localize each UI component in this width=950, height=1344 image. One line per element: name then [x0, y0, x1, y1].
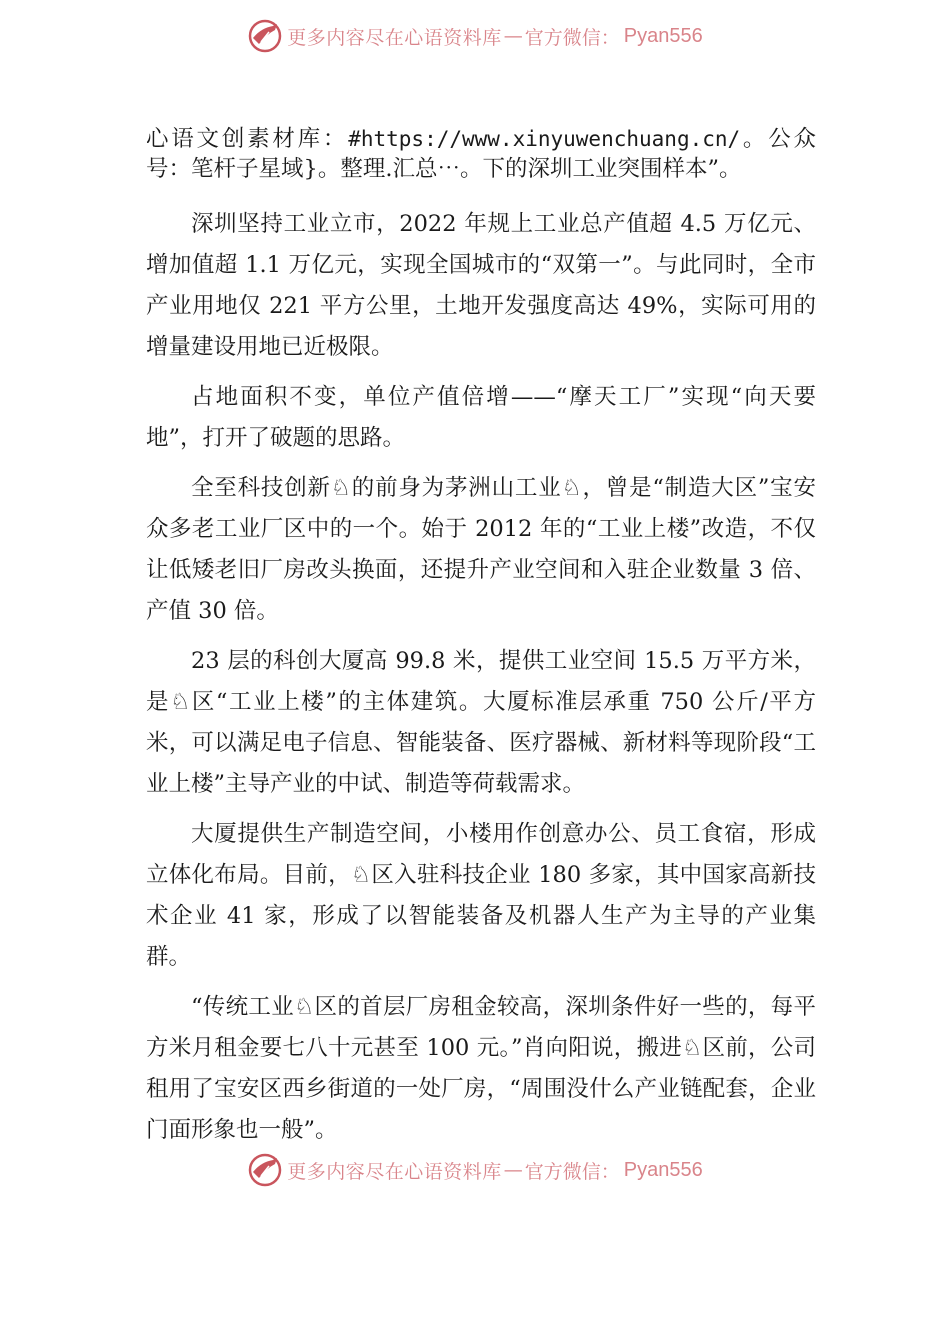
- header-banner: [0, 16, 950, 56]
- banner-separator: —: [503, 1159, 523, 1181]
- banner-separator: —: [503, 25, 523, 47]
- paragraph-5: 大厦提供生产制造空间，小楼用作创意办公、员工食宿，形成立体化布局。目前，♘区入驻科技企业 180 多家，其中国家高新技术企业 41 家，形成了以智能装备及机器人生产为主导的产业集群。: [146, 821, 816, 970]
- logo-icon: [247, 1152, 283, 1188]
- banner-wechat-label: 官方微信：: [524, 26, 620, 49]
- document-body: [146, 124, 816, 1160]
- banner-wechat-id: Pyan556: [623, 24, 703, 47]
- paragraph-2: 占地面积不变，单位产值倍增——“摩天工厂”实现“向天要地”，打开了破题的思路。: [146, 384, 816, 451]
- logo-icon: [247, 18, 283, 54]
- footer-banner: [0, 1150, 950, 1190]
- paragraph-1: 深圳坚持工业立市，2022 年规上工业总产值超 4.5 万亿元、增加值超 1.1 万亿元，实现全国城市的“双第一”。与此同时，全市产业用地仅 221 平方公里，土地开发强度高达 49%，实际可用的增量建设用地已近极限。: [146, 211, 816, 360]
- intro-suffix: 。公众号：笔杆子星域}。整理.汇总⋯。下的深圳工业突围样本”。: [146, 126, 816, 182]
- paragraph-6: “传统工业♘区的首层厂房租金较高，深圳条件好一些的，每平方米月租金要七八十元甚至 100 元。”肖向阳说，搬进♘区前，公司租用了宝安区西乡街道的一处厂房，“周围没什么产业链配套，企业门面形象也一般”。: [146, 994, 816, 1143]
- intro-url: #https://www.xinyuwenchuang.cn/: [348, 127, 741, 151]
- banner-wechat-id: Pyan556: [623, 1158, 703, 1181]
- paragraph-3: 全至科技创新♘的前身为茅洲山工业♘，曾是“制造大区”宝安众多老工业厂区中的一个。始于 2012 年的“工业上楼”改造，不仅让低矮老旧厂房改头换面，还提升产业空间和入驻企业数量 3 倍、产值 30 倍。: [146, 475, 816, 624]
- banner-wechat-label: 官方微信：: [524, 1160, 620, 1183]
- paragraph-4: 23 层的科创大厦高 99.8 米，提供工业空间 15.5 万平方米，是♘区“工业上楼”的主体建筑。大厦标准层承重 750 公斤/平方米，可以满足电子信息、智能装备、医疗器械、新材料等现阶段“工业上楼”主导产业的中试、制造等荷载需求。: [146, 648, 816, 797]
- banner-text: 更多内容尽在心语资料库: [287, 26, 502, 49]
- intro-paragraph: [146, 124, 816, 184]
- intro-prefix: 心语文创素材库：: [146, 126, 349, 152]
- banner-text: 更多内容尽在心语资料库: [287, 1160, 502, 1183]
